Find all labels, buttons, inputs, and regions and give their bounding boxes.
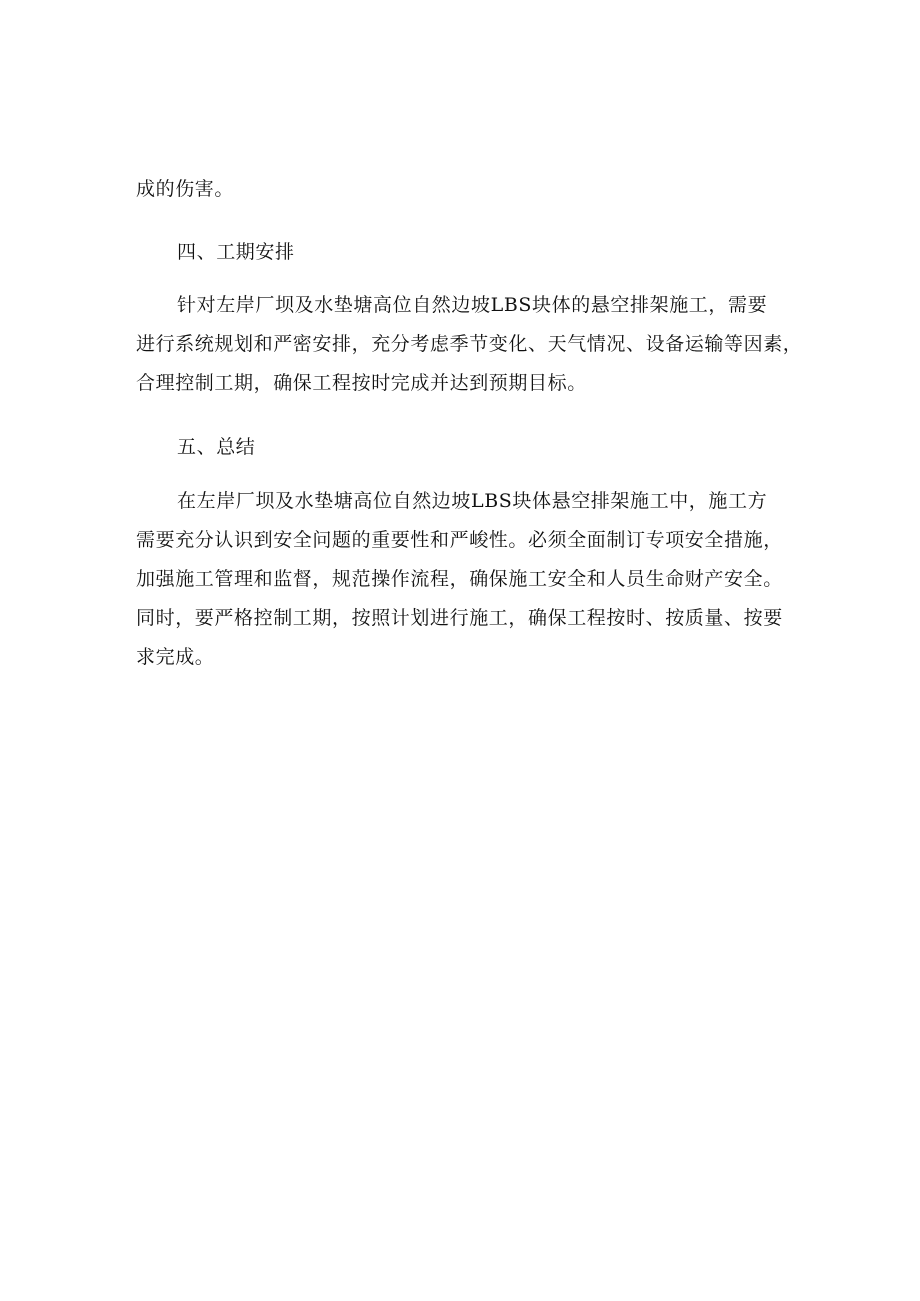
section-4-line-3: 合理控制工期，确保工程按时完成并达到预期目标。 [136, 372, 587, 394]
section-5-paragraph [136, 492, 816, 687]
section-5-heading: 五、总结 [177, 436, 256, 458]
section-4-line-2: 进行系统规划和严密安排，充分考虑季节变化、天气情况、设备运输等因素， [136, 333, 803, 355]
section-5-line-5: 求完成。 [136, 646, 215, 668]
section-4-heading: 四、工期安排 [177, 241, 295, 263]
section-4-paragraph [136, 296, 816, 413]
section-5-line-1: 在左岸厂坝及水垫塘高位自然边坡LBS块体悬空排架施工中，施工方 [177, 490, 768, 512]
section-4-line-1: 针对左岸厂坝及水垫塘高位自然边坡LBS块体的悬空排架施工，需要 [177, 294, 768, 316]
section-5-line-3: 加强施工管理和监督，规范操作流程，确保施工安全和人员生命财产安全。 [136, 568, 783, 590]
continued-paragraph-end: 成的伤害。 [136, 178, 235, 200]
section-5-line-4: 同时，要严格控制工期，按照计划进行施工，确保工程按时、按质量、按要 [136, 607, 783, 629]
section-5-line-2: 需要充分认识到安全问题的重要性和严峻性。必须全面制订专项安全措施， [136, 529, 783, 551]
